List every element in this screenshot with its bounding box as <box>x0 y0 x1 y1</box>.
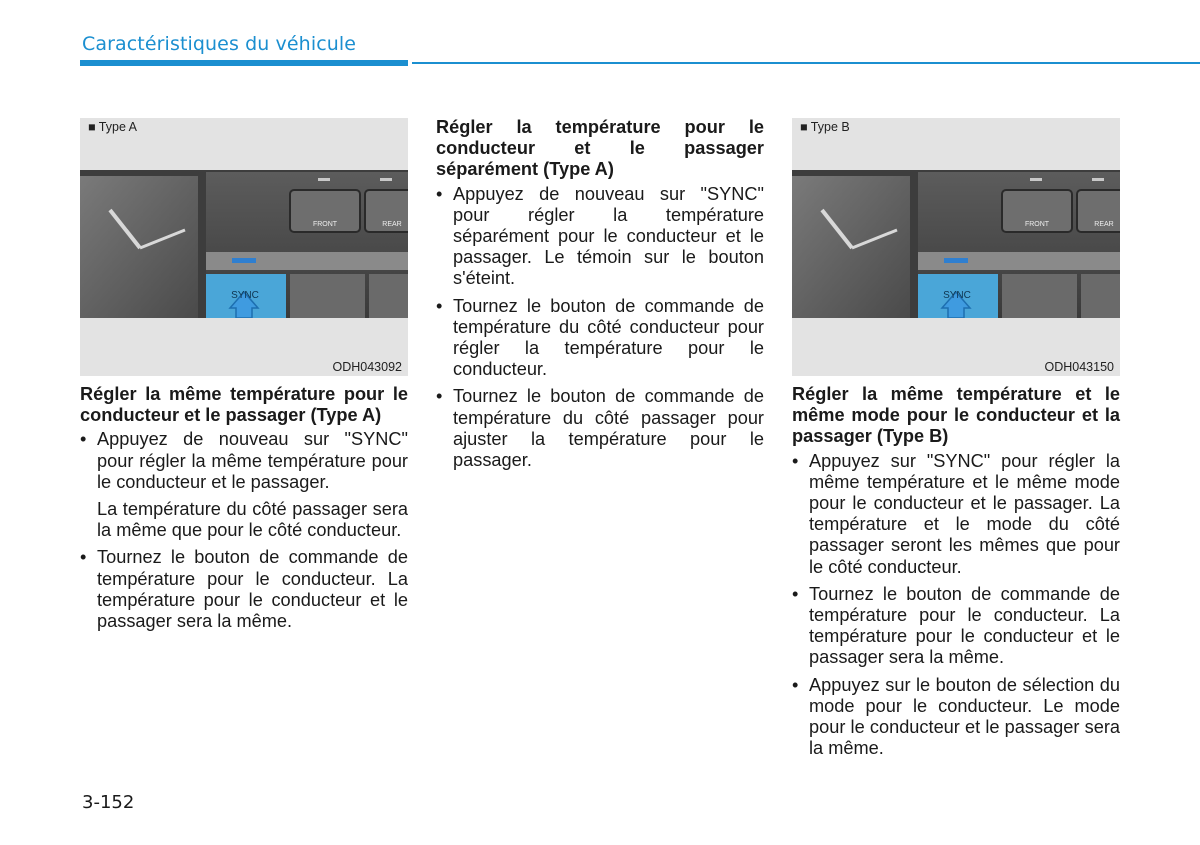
section-heading: Régler la même température et le même mode pour le conducteur et la passager (Type B) <box>792 384 1120 447</box>
bullet-text: • Appuyez de nouveau sur "SYNC" pour régler la même température pour le conducteur et le passager. <box>97 429 408 492</box>
section-heading: Régler la même température pour le conducteur et le passager (Type A) <box>80 384 408 426</box>
sync-button-label: SYNC <box>943 290 971 301</box>
header-rule-thin <box>412 62 1200 64</box>
list-item <box>436 296 764 381</box>
figure-type-a <box>80 118 408 376</box>
figure-label: ■ Type B <box>800 120 850 134</box>
rear-defrost-label: REAR <box>382 221 402 228</box>
list-item <box>436 386 764 471</box>
list-item <box>80 429 408 541</box>
section-same-temp-type-a <box>80 384 408 638</box>
bullet-text: • Tournez le bouton de commande de température pour le conducteur. La température pour le conducteur et le passager sera la même. <box>809 583 1120 668</box>
list-item <box>792 451 1120 578</box>
bullet-text: • Tournez le bouton de commande de température du côté passager pour ajuster la température pour le passager. <box>453 386 764 471</box>
figure-code: ODH043150 <box>1044 360 1114 374</box>
bullet-text: • Appuyez sur "SYNC" pour régler la même température et le même mode pour le conducteur et le passager. La température et le mode du côté passager seront les mêmes que pour le côté conducteur. <box>809 450 1120 577</box>
list-item <box>436 184 764 290</box>
bullet-list <box>436 184 764 472</box>
bullet-text: • Tournez le bouton de commande de température pour le conducteur. La température pour le conducteur et le passager sera la même. <box>97 547 408 632</box>
sync-button-label: SYNC <box>231 290 259 301</box>
header-rule-thick <box>80 60 408 66</box>
list-item <box>792 675 1120 760</box>
bullet-list <box>80 429 408 632</box>
figure-label: ■ Type A <box>88 120 138 134</box>
section-same-temp-mode-type-b <box>792 384 1120 765</box>
list-item <box>80 547 408 632</box>
section-heading: Régler la température pour le conducteur et le passager séparément (Type A) <box>436 117 764 180</box>
figure-code: ODH043092 <box>332 360 402 374</box>
bullet-list <box>792 451 1120 760</box>
bullet-text: • Appuyez sur le bouton de sélection du mode pour le conducteur. Le mode pour le conducteur et le passager sera la même. <box>809 674 1120 759</box>
front-defrost-label: FRONT <box>1024 221 1050 228</box>
rear-defrost-label: REAR <box>1094 221 1114 228</box>
climate-panel-illustration <box>80 170 408 318</box>
climate-panel-illustration <box>792 170 1120 318</box>
front-defrost-label: FRONT <box>312 221 338 228</box>
page-number: 3-152 <box>82 792 135 813</box>
figure-type-b <box>792 118 1120 376</box>
bullet-text: • Appuyez de nouveau sur "SYNC" pour régler la température séparément pour le conducteur et le passager. Le témoin sur le bouton s'éteint. <box>453 183 764 289</box>
section-separate-temp-type-a <box>436 117 764 477</box>
bullet-text: La température du côté passager sera la même que pour le côté conducteur. <box>97 499 408 541</box>
bullet-text: • Tournez le bouton de commande de température du côté conducteur pour régler la température pour le conducteur. <box>453 295 764 380</box>
page-header-title: Caractéristiques du véhicule <box>82 33 357 55</box>
list-item <box>792 584 1120 669</box>
